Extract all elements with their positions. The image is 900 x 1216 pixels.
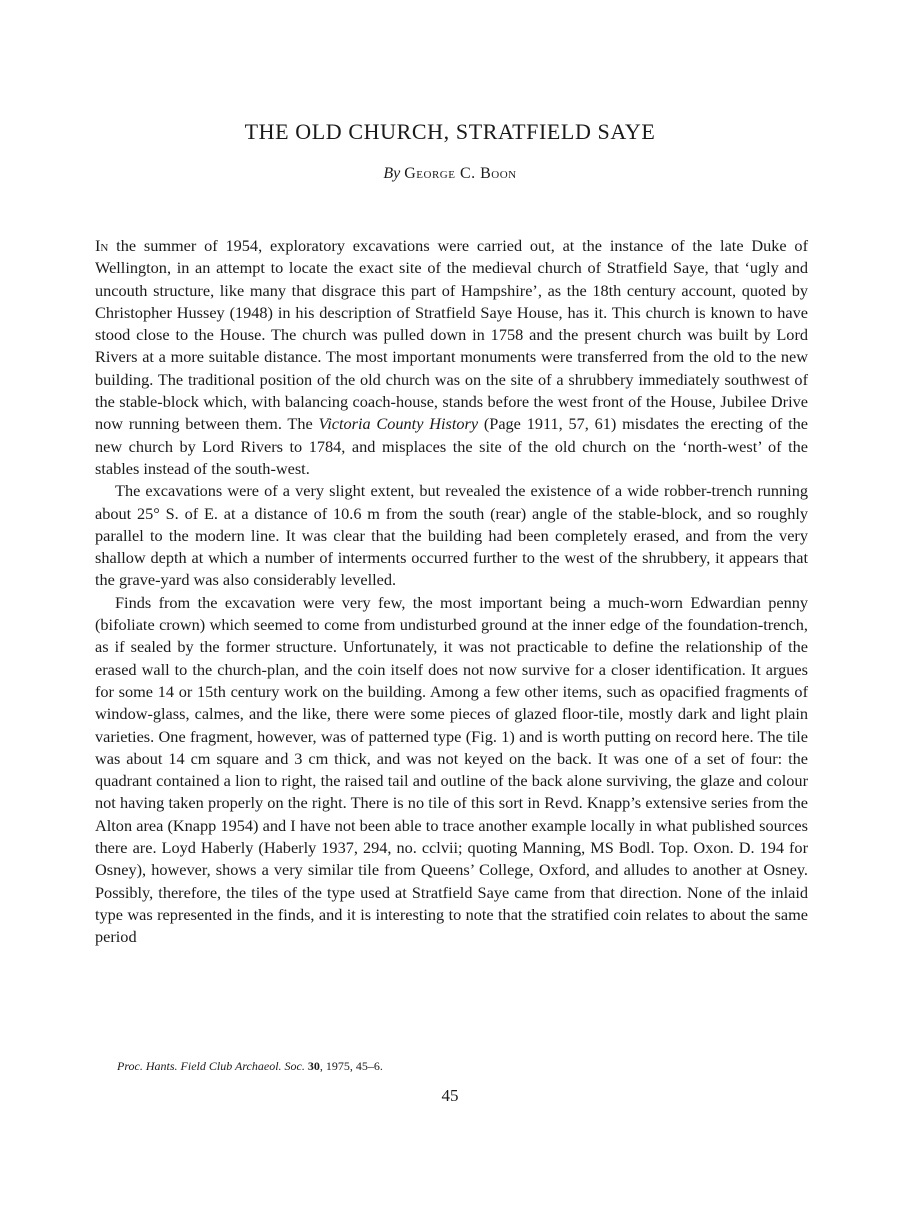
journal-pages: , 1975, 45–6. <box>319 1059 383 1073</box>
page-number: 45 <box>441 1086 459 1105</box>
lead-in: In <box>95 236 109 255</box>
article-body <box>95 235 808 949</box>
journal-name: Proc. Hants. Field Club Archaeol. Soc. <box>117 1059 305 1073</box>
journal-citation <box>117 1058 383 1074</box>
article-title: THE OLD CHURCH, STRATFIELD SAYE <box>244 119 656 144</box>
paragraph-1-text: the summer of 1954, exploratory excavations were carried out, at the instance of the late Duke of Wellington, in an attempt to locate the exact site of the medieval church of Stratfield Saye, that ‘ugly and uncouth structure, like many that disgrace this part of Hampshire’, as the 18th century account, quoted by Christopher Hussey (1948) in his description of Stratfield Saye House, has it. This church is known to have stood close to the House. The church was pulled down in 1758 and the present church was built by Lord Rivers at a more suitable distance. The most important monuments were transferred from the old to the new building. The traditional position of the old church was on the site of a shrubbery immediately southwest of the stable-block which, with balancing coach-house, stands before the west front of the House, Jubilee Drive now running between them. The <box>95 236 808 434</box>
paragraph-2: The excavations were of a very slight extent, but revealed the existence of a wide robber-trench running about 25° S. of E. at a distance of 10.6 m from the south (rear) angle of the stable-block, and so roughly parallel to the modern line. It was clear that the building had been completely erased, and from the very shallow depth at which a number of interments occurred further to the west of the shrubbery, it appears that the grave-yard was also considerably levelled. <box>95 481 808 590</box>
byline-prefix: By <box>383 165 401 182</box>
journal-volume: 30 <box>307 1059 320 1073</box>
byline <box>0 164 900 184</box>
paragraph-1-text-cont: (Page 1911, 57, 61) misdates the erecting of the new church by Lord Rivers to 1784, and misplaces the site of the old church on the ‘north-west’ of the stables instead of the south-west. <box>95 414 808 478</box>
paragraph-3: Finds from the excavation were very few, the most important being a much-worn Edwardian penny (bifoliate crown) which seemed to come from undisturbed ground at the inner edge of the foundation-trench, as if sealed by the former structure. Unfortunately, it was not practicable to define the relationship of the erased wall to the church-plan, and the coin itself does not now survive for a closer identification. It argues for some 14 or 15th century work on the building. Among a few other items, such as opacified fragments of window-glass, calmes, and the like, there were some pieces of glazed floor-tile, mostly dark and light plain varieties. One fragment, however, was of patterned type (Fig. 1) and is worth putting on record here. The tile was about 14 cm square and 3 cm thick, and was not keyed on the back. It was one of a set of four: the quadrant contained a lion to right, the raised tail and outline of the back alone surviving, the glaze and colour not having taken properly on the right. There is no tile of this sort in Revd. Knapp’s extensive series from the Alton area (Knapp 1954) and I have not been able to trace another example locally in what published sources there are. Loyd Haberly (Haberly 1937, 294, no. cclvii; quoting Manning, MS Bodl. Top. Oxon. D. 194 for Osney), however, shows a very similar tile from Queens’ College, Oxford, and alludes to another at Osney. Possibly, therefore, the tiles of the type used at Stratfield Saye came from that direction. None of the inlaid type was represented in the finds, and it is interesting to note that the stratified coin relates to about the same period <box>95 592 808 947</box>
italic-title: Victoria County History <box>318 414 479 434</box>
paragraph-1 <box>95 235 808 480</box>
author-name: George C. Boon <box>404 165 517 182</box>
